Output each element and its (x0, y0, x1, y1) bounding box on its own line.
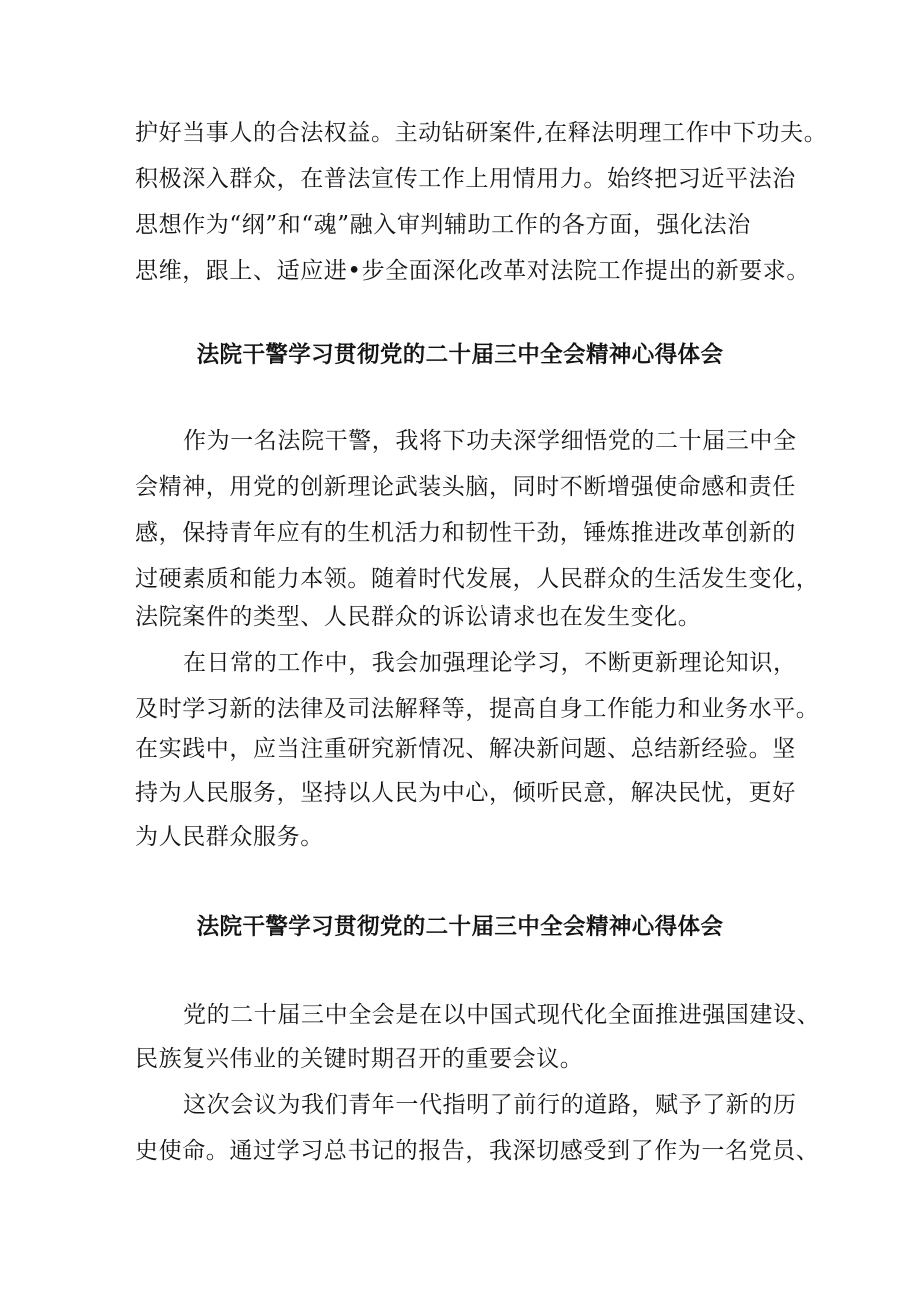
paragraph-line: 在实践中，应当注重研究新情况、解决新问题、总结新经验。坚 (135, 736, 796, 762)
section-title: 法院干警学习贯彻党的二十届三中全会精神心得体会 (196, 914, 724, 940)
paragraph-line: 思维，跟上、适应进•步全面深化改革对法院工作提出的新要求。 (135, 258, 810, 284)
paragraph-line: 法院案件的类型、人民群众的诉讼请求也在发生变化。 (135, 604, 702, 630)
paragraph-line: 过硬素质和能力本领。随着时代发展，人民群众的生活发生变化， (135, 566, 820, 592)
paragraph-line: 党的二十届三中全会是在以中国式现代化全面推进强国建设、 (183, 1002, 821, 1028)
section-title: 法院干警学习贯彻党的二十届三中全会精神心得体会 (196, 342, 724, 368)
paragraph-line: 为人民群众服务。 (135, 824, 324, 850)
paragraph-line: 作为一名法院干警，我将下功夫深学细悟党的二十届三中全 (183, 428, 797, 454)
paragraph-line: 这次会议为我们青年一代指明了前行的道路，赋予了新的历 (183, 1092, 797, 1118)
paragraph-line: 感，保持青年应有的生机活力和韧性干劲，锤炼推进改革创新的 (135, 520, 796, 546)
paragraph-line: 思想作为“纲”和“魂”融入审判辅助工作的各方面，强化法治 (135, 212, 751, 238)
paragraph-line: 会精神，用党的创新理论武装头脑，同时不断增强使命感和责任 (135, 474, 796, 500)
paragraph-line: 民族复兴伟业的关键时期召开的重要会议。 (135, 1046, 584, 1072)
paragraph-line: 在日常的工作中，我会加强理论学习，不断更新理论知识， (183, 650, 797, 676)
paragraph-line: 护好当事人的合法权益。主动钻研案件,在释法明理工作中下功夫。 (135, 120, 828, 146)
paragraph-line: 积极深入群众，在普法宣传工作上用情用力。始终把习近平法治 (135, 166, 796, 192)
paragraph-line: 持为人民服务，坚持以人民为中心，倾听民意，解决民忧，更好 (135, 780, 796, 806)
paragraph-line: 及时学习新的法律及司法解释等，提高自身工作能力和业务水平。 (135, 696, 820, 722)
paragraph-line: 史使命。通过学习总书记的报告，我深切感受到了作为一名党员、 (135, 1138, 820, 1164)
